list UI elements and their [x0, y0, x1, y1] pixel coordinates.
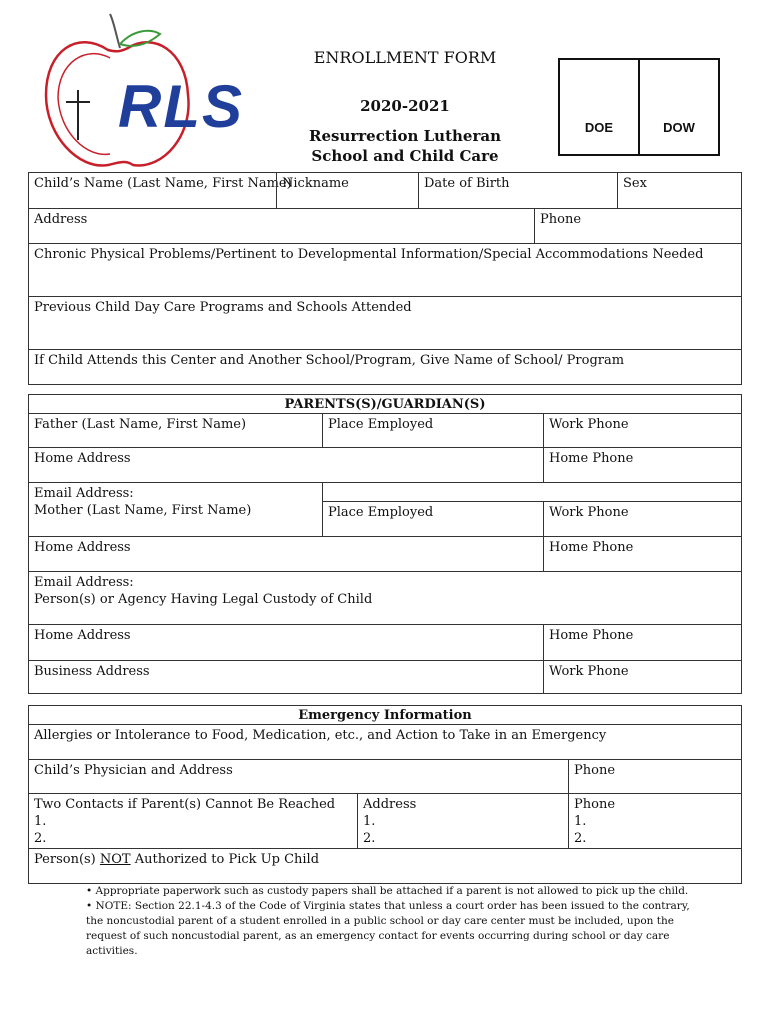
business-work-phone-field[interactable]: [543, 660, 742, 694]
school-logo: [38, 10, 268, 170]
father-place-employed-field[interactable]: [322, 413, 544, 448]
contacts-address-label: Address: [363, 797, 417, 812]
phone-1-label: 1.: [574, 814, 587, 829]
contacts-label: Two Contacts if Parent(s) Cannot Be Reached: [34, 797, 336, 812]
contacts-phone-label: Phone: [574, 797, 616, 812]
custody-home-address-field[interactable]: [28, 624, 544, 661]
mother-email-label: Email Address:: [34, 575, 134, 590]
mother-home-address-field[interactable]: [28, 536, 544, 572]
mother-name-label: Mother (Last Name, First Name): [34, 503, 252, 518]
business-address-field[interactable]: [28, 660, 544, 694]
business-address-label: Business Address: [34, 664, 150, 679]
work-phone-label: Work Phone: [549, 505, 629, 520]
previous-programs-label: Previous Child Day Care Programs and Schools Attended: [34, 300, 412, 315]
sex-label: Sex: [623, 176, 647, 191]
home-address-label: Home Address: [34, 451, 131, 466]
box-divider: [638, 60, 640, 154]
physician-phone-label: Phone: [574, 763, 616, 778]
nickname-label: Nickname: [282, 176, 349, 191]
logo-text: RLS: [118, 73, 244, 140]
contacts-address-field[interactable]: [357, 793, 569, 849]
mother-home-phone-field[interactable]: [543, 536, 742, 572]
father-home-phone-field[interactable]: [543, 447, 742, 483]
physician-phone-field[interactable]: [568, 759, 742, 794]
dow-label[interactable]: DOW: [663, 120, 695, 135]
physician-field[interactable]: [28, 759, 569, 794]
physician-label: Child’s Physician and Address: [34, 763, 233, 778]
father-name-field[interactable]: [28, 413, 323, 448]
dob-label: Date of Birth: [424, 176, 510, 191]
phone-2-label: 2.: [574, 831, 587, 846]
custody-home-phone-field[interactable]: [543, 624, 742, 661]
chronic-problems-label: Chronic Physical Problems/Pertinent to Developmental Information/Special Accommodations Needed: [34, 247, 704, 262]
not-authorized-pre: Person(s): [34, 852, 100, 867]
childs-name-field[interactable]: [28, 172, 292, 209]
form-year: 2020-2021: [360, 97, 450, 115]
nickname-field[interactable]: [276, 172, 419, 209]
doe-label[interactable]: DOE: [584, 120, 614, 135]
form-title: ENROLLMENT FORM: [313, 48, 497, 67]
childs-name-label: Child’s Name (Last Name, First Name): [34, 176, 292, 191]
allergies-label: Allergies or Intolerance to Food, Medication, etc., and Action to Take in an Emergency: [34, 728, 607, 743]
sex-field[interactable]: [617, 172, 742, 209]
other-school-label: If Child Attends this Center and Another School/Program, Give Name of School/ Program: [34, 353, 625, 368]
custody-label: Person(s) or Agency Having Legal Custody of Child: [34, 592, 373, 607]
school-name-line2: School and Child Care: [311, 147, 499, 165]
home-address-label: Home Address: [34, 628, 131, 643]
office-use-box: [558, 58, 720, 156]
contacts-field[interactable]: [28, 793, 358, 849]
father-name-label: Father (Last Name, First Name): [34, 417, 247, 432]
note-custody-papers: • Appropriate paperwork such as custody papers shall be attached if a parent is not allowed to pick up the child.: [86, 885, 689, 897]
home-phone-label: Home Phone: [549, 451, 634, 466]
address-1-label: 1.: [363, 814, 376, 829]
home-phone-label: Home Phone: [549, 540, 634, 555]
chronic-problems-field[interactable]: [28, 243, 742, 297]
not-authorized-field[interactable]: [28, 848, 742, 884]
phone-field[interactable]: [534, 208, 742, 244]
phone-label: Phone: [540, 212, 582, 227]
contact-1-label: 1.: [34, 814, 47, 829]
work-phone-label: Work Phone: [549, 417, 629, 432]
note-virginia-code: • NOTE: Section 22.1-4.3 of the Code of Virginia states that unless a court order has been issued to the contrary, the noncustodial parent of a student enrolled in a public school or day care center must be included, upon the request of such noncustodial parent, as an emergency contact for events occurring during school or day care activities.: [86, 900, 690, 957]
allergies-field[interactable]: [28, 724, 742, 760]
home-phone-label: Home Phone: [549, 628, 634, 643]
place-employed-label: Place Employed: [328, 505, 434, 520]
father-home-address-field[interactable]: [28, 447, 544, 483]
address-field[interactable]: [28, 208, 535, 244]
place-employed-label: Place Employed: [328, 417, 434, 432]
mother-email-custody-field[interactable]: [28, 571, 742, 625]
email-row-top: [322, 482, 742, 502]
previous-programs-field[interactable]: [28, 296, 742, 350]
address-2-label: 2.: [363, 831, 376, 846]
address-label: Address: [34, 212, 88, 227]
not-authorized-not: NOT: [99, 852, 131, 867]
parents-heading: PARENTS(S)/GUARDIAN(S): [28, 394, 742, 414]
mother-work-phone-field[interactable]: [543, 501, 742, 537]
notes: [86, 884, 706, 959]
father-email-mother-name-field[interactable]: [28, 482, 323, 537]
contact-2-label: 2.: [34, 831, 47, 846]
work-phone-label: Work Phone: [549, 664, 629, 679]
not-authorized-label: [34, 852, 319, 867]
date-of-birth-field[interactable]: [418, 172, 618, 209]
emergency-heading: Emergency Information: [28, 705, 742, 725]
father-email-label: Email Address:: [34, 486, 134, 501]
other-school-field[interactable]: [28, 349, 742, 385]
not-authorized-post: Authorized to Pick Up Child: [130, 852, 320, 867]
school-name-line1: Resurrection Lutheran: [309, 127, 501, 145]
home-address-label: Home Address: [34, 540, 131, 555]
mother-place-employed-field[interactable]: [322, 501, 544, 537]
father-work-phone-field[interactable]: [543, 413, 742, 448]
contacts-phone-field[interactable]: [568, 793, 742, 849]
